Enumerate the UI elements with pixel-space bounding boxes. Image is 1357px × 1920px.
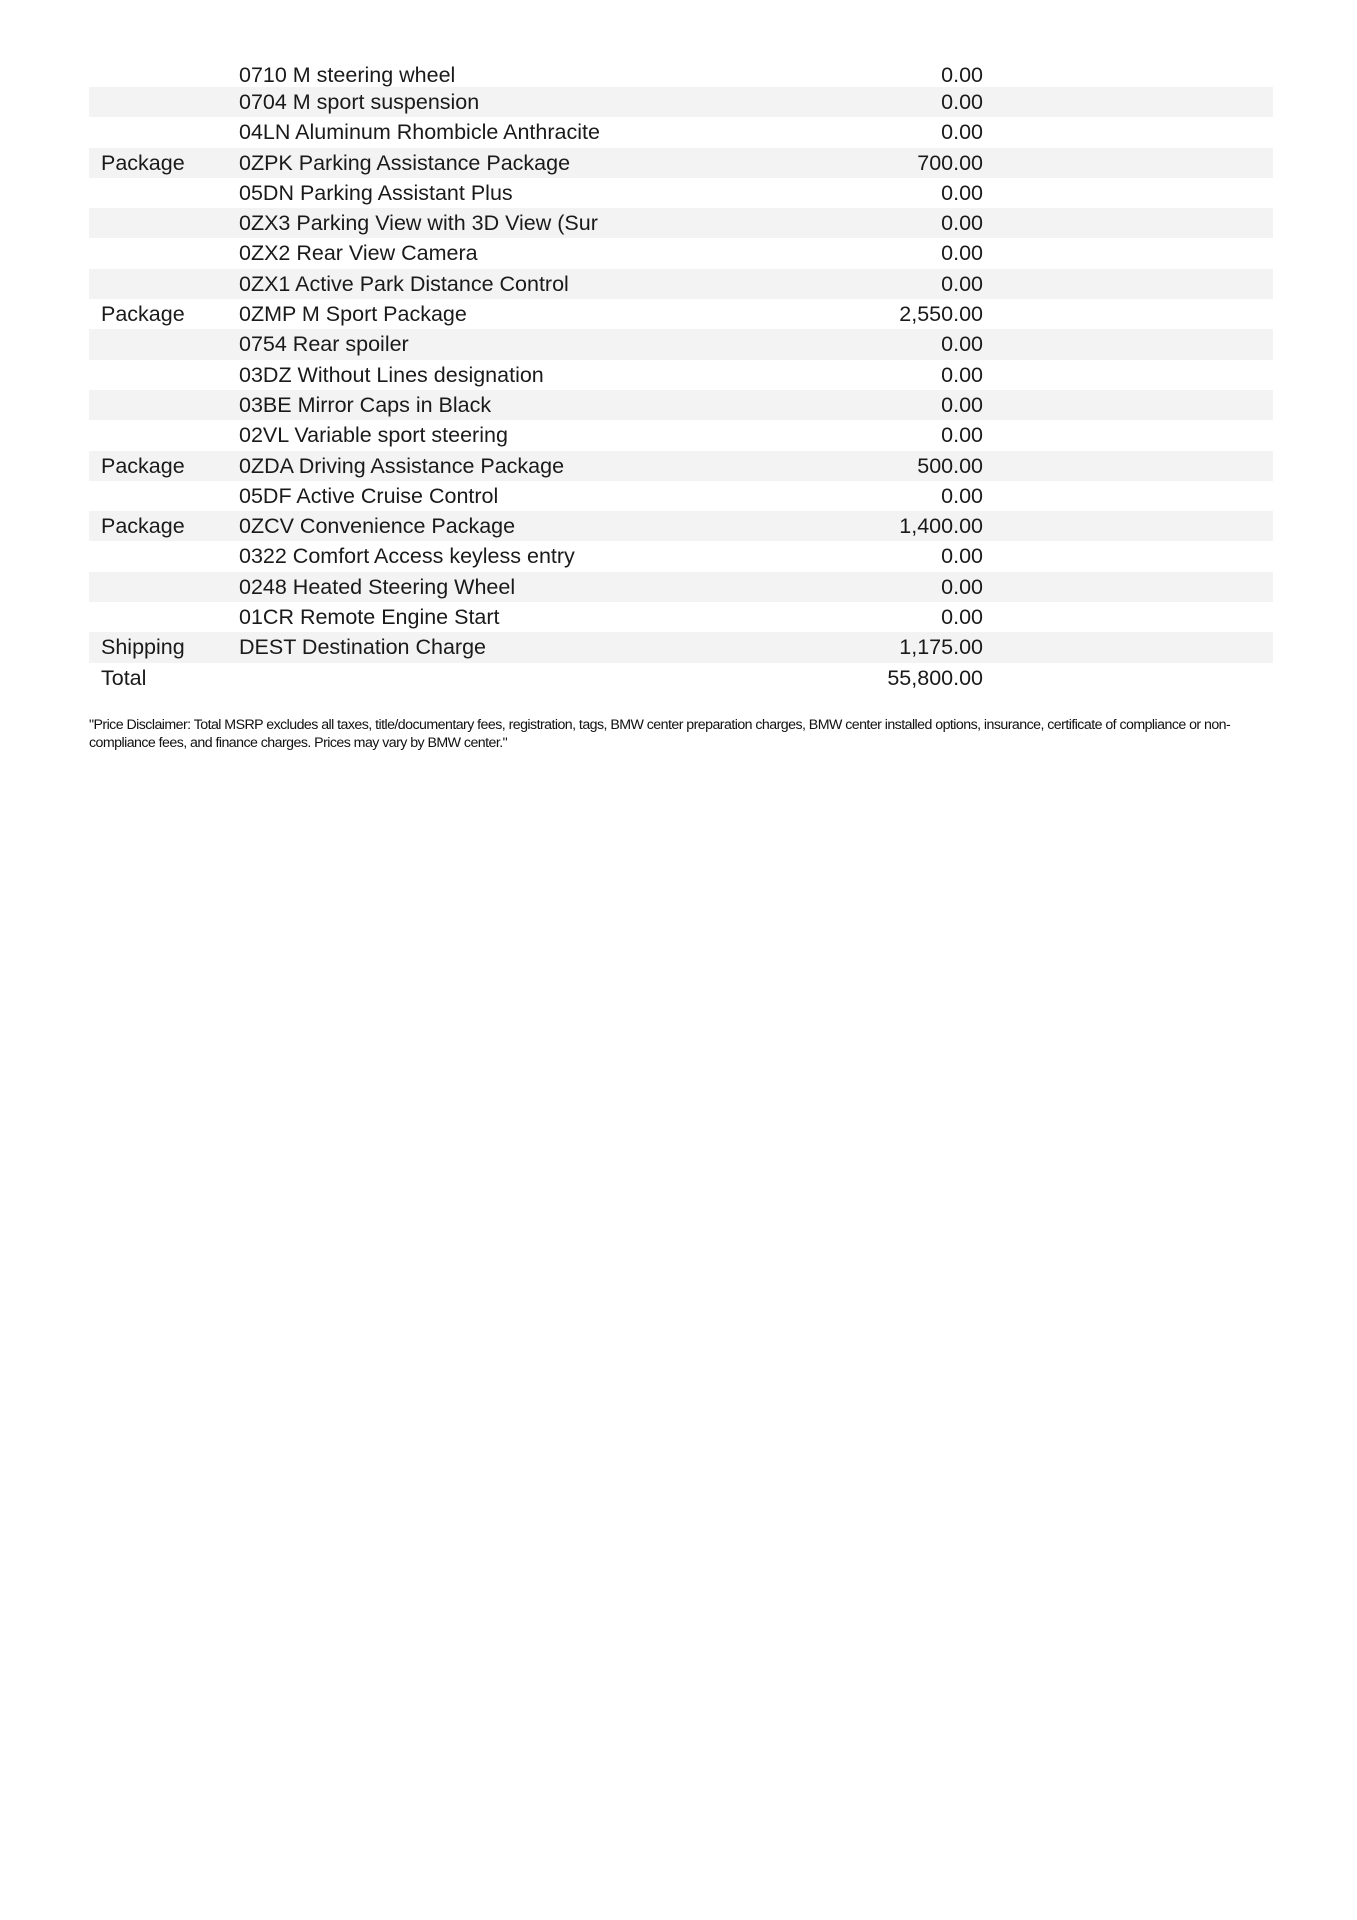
row-description: 04LN Aluminum Rhombicle Anthracite [239,120,600,145]
total-price: 55,800.00 [887,665,983,690]
total-row [89,663,1273,693]
row-category: Package [101,150,185,175]
row-price: 0.00 [941,180,983,205]
row-price: 0.00 [941,423,983,448]
table-row [89,420,1273,450]
row-category: Shipping [101,635,185,660]
row-price: 0.00 [941,332,983,357]
row-category: Package [101,453,185,478]
row-category: Package [101,302,185,327]
table-row [89,511,1273,541]
row-description: 05DN Parking Assistant Plus [239,180,513,205]
table-row [89,602,1273,632]
row-price: 700.00 [917,150,983,175]
table-row [89,63,1273,87]
table-row [89,360,1273,390]
table-row [89,451,1273,481]
table-row [89,87,1273,117]
table-row [89,178,1273,208]
row-description: 0ZX1 Active Park Distance Control [239,271,569,296]
table-row [89,632,1273,662]
table-row [89,208,1273,238]
row-description: 0ZDA Driving Assistance Package [239,453,565,478]
price-table [89,63,1273,693]
row-price: 0.00 [941,362,983,387]
table-row [89,572,1273,602]
row-price: 2,550.00 [899,302,983,327]
row-price: 0.00 [941,271,983,296]
row-price: 0.00 [941,605,983,630]
row-price: 1,400.00 [899,514,983,539]
table-row [89,329,1273,359]
row-description: 03DZ Without Lines designation [239,362,544,387]
table-row [89,269,1273,299]
row-description: 0248 Heated Steering Wheel [239,574,516,599]
table-row [89,541,1273,571]
row-description: 02VL Variable sport steering [239,423,508,448]
total-label: Total [101,665,147,690]
table-row [89,481,1273,511]
table-row [89,117,1273,147]
row-price: 500.00 [917,453,983,478]
row-description: 0ZX2 Rear View Camera [239,241,478,266]
table-row [89,148,1273,178]
row-price: 0.00 [941,211,983,236]
row-description: 05DF Active Cruise Control [239,483,499,508]
row-description: 0754 Rear spoiler [239,332,409,357]
row-price: 0.00 [941,90,983,114]
row-price: 0.00 [941,120,983,145]
table-row [89,299,1273,329]
row-description: 0ZMP M Sport Package [239,302,467,327]
row-description: 0322 Comfort Access keyless entry [239,544,575,569]
table-row [89,238,1273,268]
row-description: 03BE Mirror Caps in Black [239,392,492,417]
row-description: 0704 M sport suspension [239,90,480,114]
row-category: Package [101,514,185,539]
row-price: 0.00 [941,483,983,508]
row-description: 0ZCV Convenience Package [239,514,516,539]
row-price: 0.00 [941,544,983,569]
row-description: DEST Destination Charge [239,635,486,660]
row-price: 0.00 [941,392,983,417]
row-description: 0ZX3 Parking View with 3D View (Sur [239,211,598,236]
row-price: 0.00 [941,574,983,599]
row-price: 0.00 [941,63,983,87]
row-description: 01CR Remote Engine Start [239,605,500,630]
row-description: 0ZPK Parking Assistance Package [239,150,571,175]
row-price: 1,175.00 [899,635,983,660]
row-description: 0710 M steering wheel [239,63,456,87]
row-price: 0.00 [941,241,983,266]
price-disclaimer: "Price Disclaimer: Total MSRP excludes all taxes, title/documentary fees, registration, tags, BMW center preparation charges, BMW center installed options, insurance, certificate of compliance or non-compliance fees, and finance charges. Prices may vary by BMW center." [89,717,1231,751]
table-row [89,390,1273,420]
